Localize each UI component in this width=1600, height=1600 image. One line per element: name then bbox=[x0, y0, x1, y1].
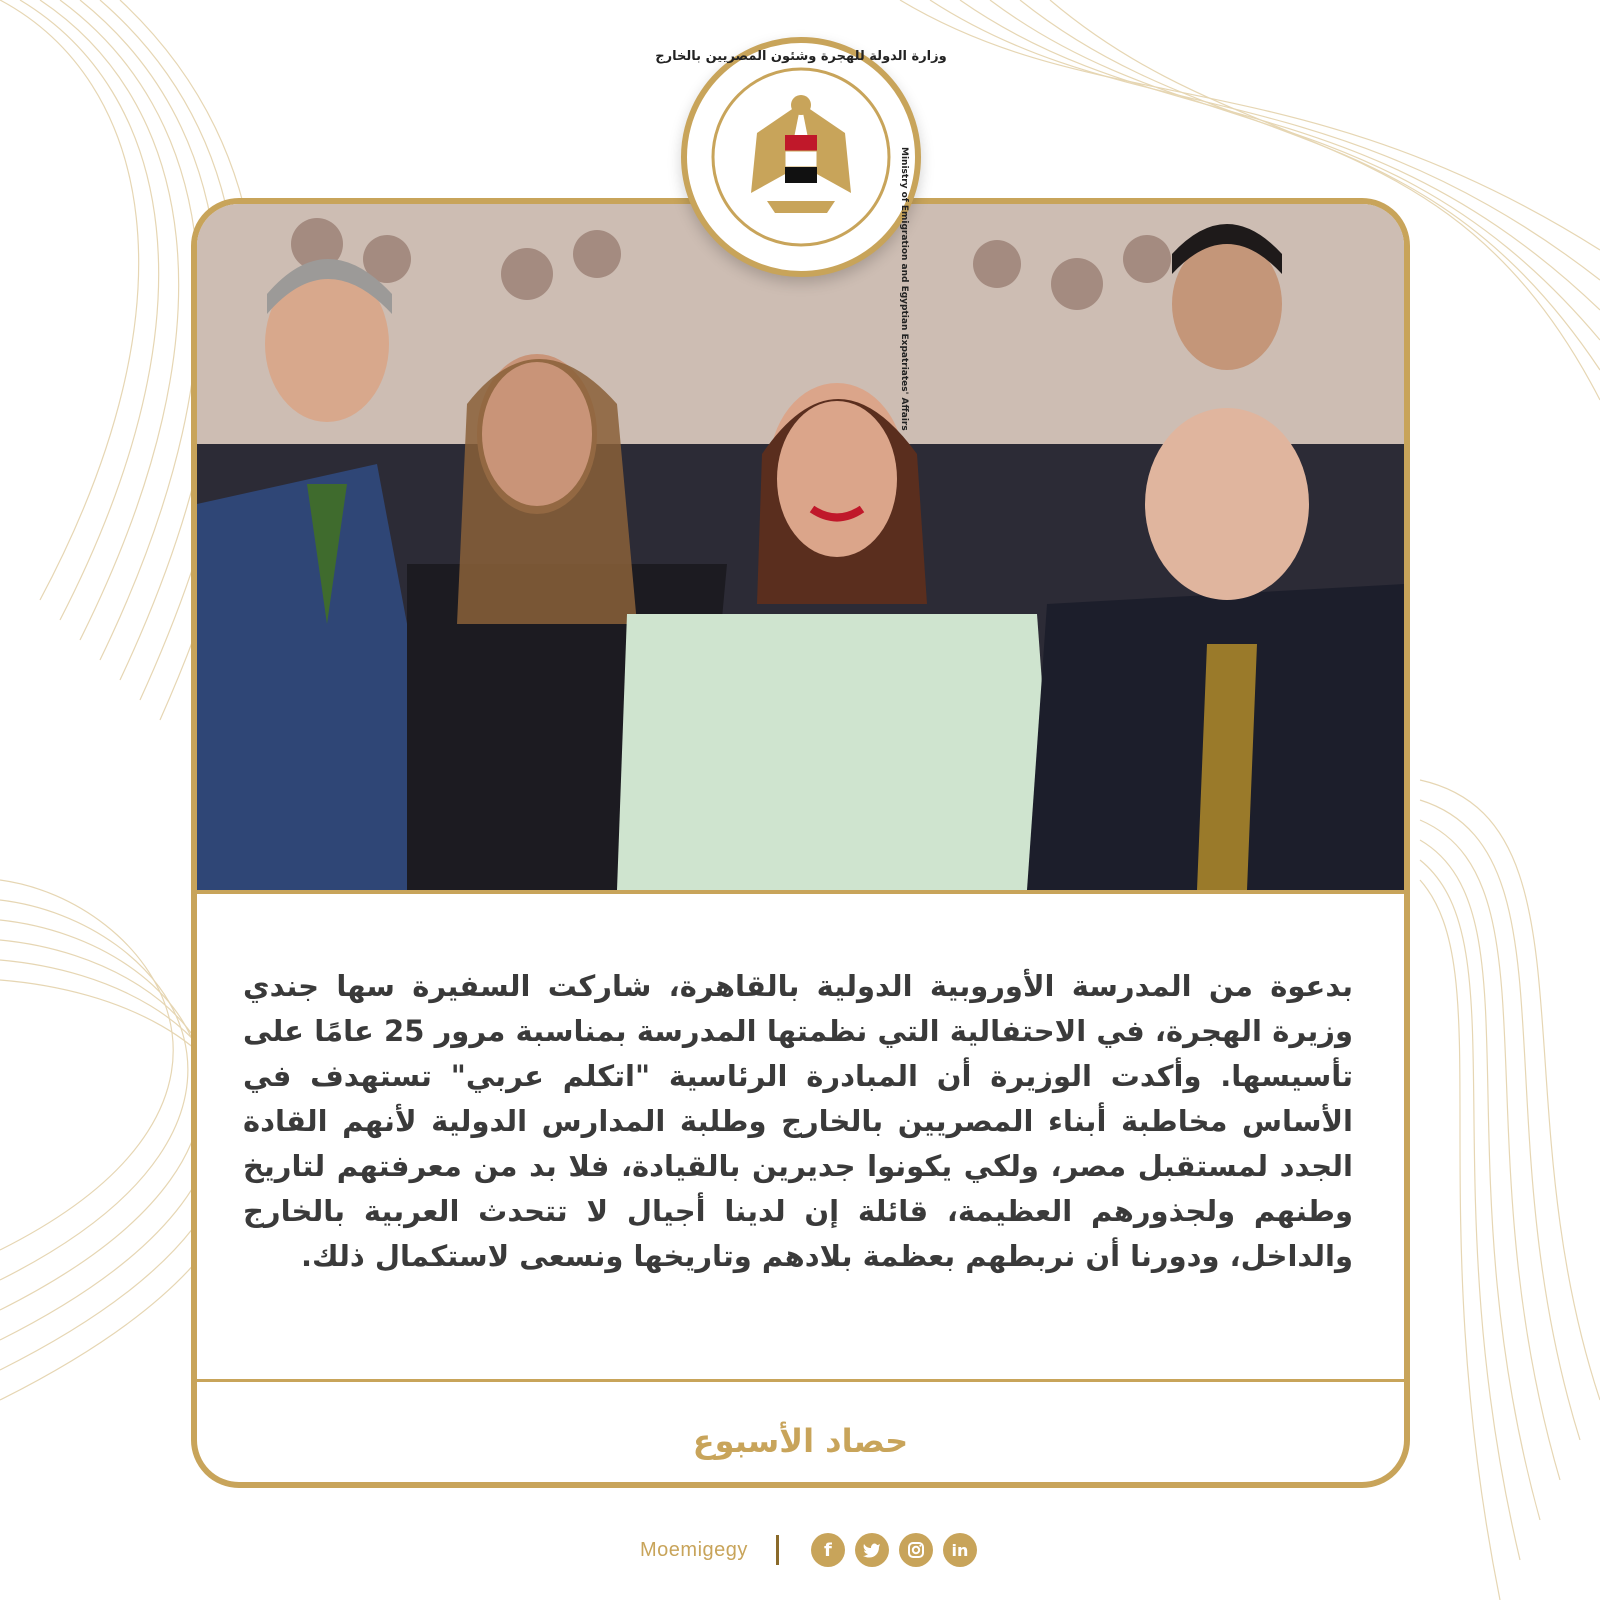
facebook-icon[interactable]: f bbox=[811, 1533, 845, 1567]
section-title: حصاد الأسبوع bbox=[692, 1422, 909, 1460]
social-handle[interactable]: Moemigegy bbox=[640, 1538, 748, 1561]
eagle-emblem-icon bbox=[687, 43, 915, 271]
social-footer bbox=[640, 1530, 987, 1570]
twitter-icon[interactable] bbox=[855, 1533, 889, 1567]
article-body: بدعوة من المدرسة الأوروبية الدولية بالقاهرة، شاركت السفيرة سها جندي وزيرة الهجرة، في الاحتفالية التي نظمتها المدرسة بمناسبة مرور 25 عامًا على تأسيسها. وأكدت الوزيرة أن المبادرة الرئاسية "اتكلم عربي" تستهدف في الأساس مخاطبة أبناء المصريين بالخارج وطلبة المدارس الدولية لأنهم القادة الجدد لمستقبل مصر، ولكي يكونوا جديرين بالقيادة، فلا بد من معرفتهم لتاريخ وطنهم ولجذورهم العظيمة، قائلة إن لدينا أجيال لا تتحدث العربية بالخارج والداخل، ودورنا أن نربطهم بعظمة بلادهم وتاريخها ونسعى لاستكمال ذلك. bbox=[243, 969, 1353, 1273]
linkedin-icon[interactable]: in bbox=[943, 1533, 977, 1567]
ministry-logo bbox=[655, 37, 947, 431]
news-card bbox=[191, 198, 1410, 1488]
photo-divider bbox=[197, 890, 1404, 894]
instagram-icon[interactable] bbox=[899, 1533, 933, 1567]
logo-english-text: Ministry of Emigration and Egyptian Expatriates' Affairs bbox=[899, 147, 909, 431]
footer-divider bbox=[197, 1379, 1404, 1382]
event-photo bbox=[197, 204, 1404, 890]
separator bbox=[776, 1535, 779, 1565]
event-photo-illustration bbox=[197, 204, 1404, 890]
logo-arabic-text: وزارة الدولة للهجرة وشئون المصريين بالخارج bbox=[655, 49, 947, 64]
